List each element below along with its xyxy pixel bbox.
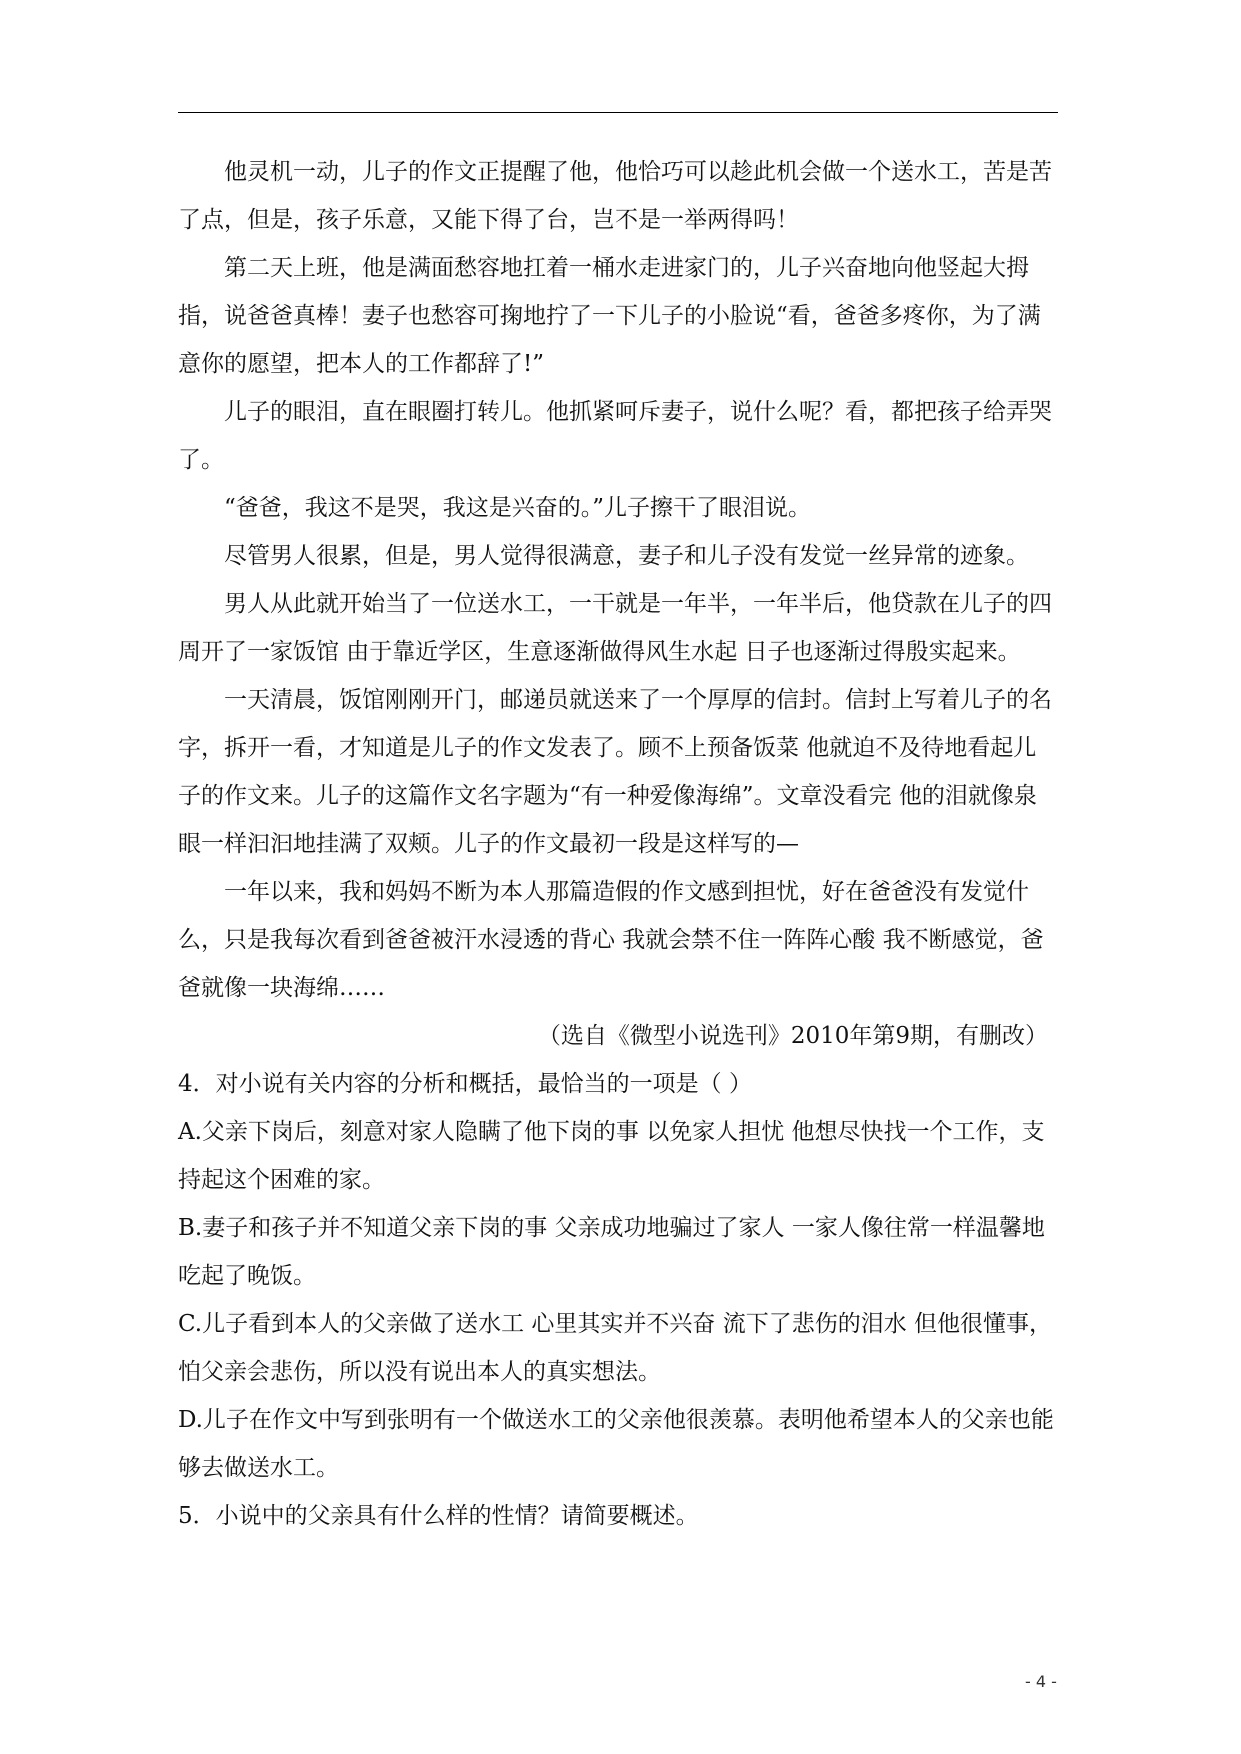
story-paragraph: 一天清晨，饭馆刚刚开门，邮递员就送来了一个厚厚的信封。信封上写着儿子的名字，拆开一看，才知道是儿子的作文发表了。顾不上预备饭菜 他就迫不及待地看起儿子的作文来。儿子的这篇作文名字题为“有一种爱像海绵”。文章没看完 他的泪就像泉眼一样汩汩地挂满了双颊。儿子的作文最初一段是这样写的— [178, 687, 1052, 857]
story-paragraph: 男人从此就开始当了一位送水工，一干就是一年半，一年半后，他贷款在儿子的四周开了一家饭馆 由于靠近学区，生意逐渐做得风生水起 日子也逐渐过得殷实起来。 [178, 591, 1052, 665]
question-4: 4．对小说有关内容的分析和概括，最恰当的一项是（ ） [178, 1071, 752, 1097]
question-4-option-a: A.父亲下岗后，刻意对家人隐瞒了他下岗的事 以免家人担忧 他想尽快找一个工作，支持起这个困难的家。 [178, 1119, 1045, 1193]
page-number: - 4 - [1025, 1672, 1057, 1691]
question-4-option-d: D.儿子在作文中写到张明有一个做送水工的父亲他很羡慕。表明他希望本人的父亲也能够去做送水工。 [178, 1407, 1054, 1481]
story-paragraph: “爸爸，我这不是哭，我这是兴奋的。”儿子擦干了眼泪说。 [224, 495, 812, 521]
source-note: （选自《微型小说选刊》2010年第9期，有删改） [537, 1023, 1048, 1049]
story-paragraph: 一年以来，我和妈妈不断为本人那篇造假的作文感到担忧，好在爸爸没有发觉什么，只是我每次看到爸爸被汗水浸透的背心 我就会禁不住一阵阵心酸 我不断感觉，爸爸就像一块海绵…… [178, 879, 1044, 1001]
header-rule [178, 112, 1058, 113]
story-paragraph: 儿子的眼泪，直在眼圈打转儿。他抓紧呵斥妻子，说什么呢？看，都把孩子给弄哭了。 [178, 399, 1052, 473]
story-paragraph: 第二天上班，他是满面愁容地扛着一桶水走进家门的，儿子兴奋地向他竖起大拇指，说爸爸真棒！妻子也愁容可掬地拧了一下儿子的小脸说“看，爸爸多疼你，为了满意你的愿望，把本人的工作都辞了!” [178, 255, 1041, 377]
question-4-option-c: C.儿子看到本人的父亲做了送水工 心里其实并不兴奋 流下了悲伤的泪水 但他很懂事，怕父亲会悲伤，所以没有说出本人的真实想法。 [178, 1311, 1053, 1385]
page-content [178, 148, 1058, 1540]
question-5: 5．小说中的父亲具有什么样的性情？请简要概述。 [178, 1503, 699, 1529]
question-4-option-b: B.妻子和孩子并不知道父亲下岗的事 父亲成功地骗过了家人 一家人像往常一样温馨地吃起了晚饭。 [178, 1215, 1045, 1289]
story-paragraph: 他灵机一动，儿子的作文正提醒了他，他恰巧可以趁此机会做一个送水工，苦是苦了点，但是，孩子乐意，又能下得了台，岂不是一举两得吗！ [178, 159, 1052, 233]
story-paragraph: 尽管男人很累，但是，男人觉得很满意，妻子和儿子没有发觉一丝异常的迹象。 [224, 543, 1029, 569]
